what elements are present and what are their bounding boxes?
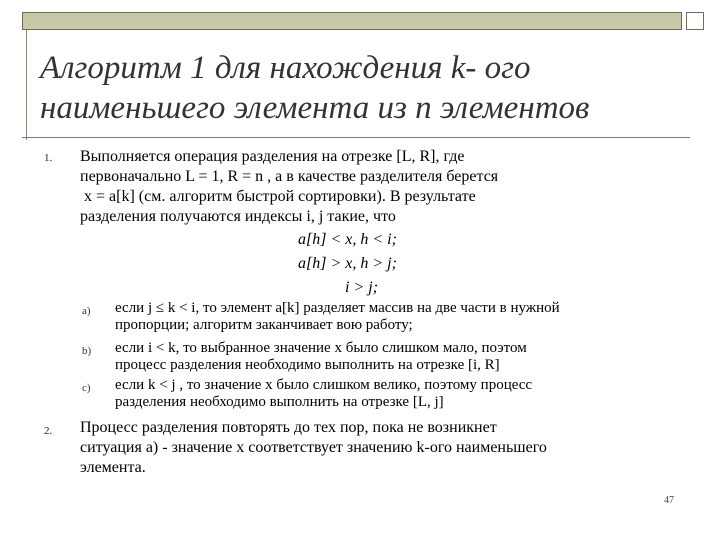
list-number-1: 1. [44, 152, 53, 164]
subitem-c [115, 377, 685, 411]
subitem-c-line-1: если k < j , то значение x было слишком велико, поэтому процесс [115, 377, 533, 393]
item-1-line-3: x = a[k] (см. алгоритм быстрой сортировки). В результате [84, 188, 476, 205]
decorative-top-bar [22, 12, 682, 30]
condition-1: a[h] < x, h < i; [298, 231, 397, 248]
list-number-2: 2. [44, 425, 53, 437]
subitem-letter-c: c) [82, 382, 91, 394]
title-line-2: наименьшего элемента из n элементов [40, 90, 590, 126]
item-2-line-1: Процесс разделения повторять до тех пор, пока не возникнет [80, 419, 497, 436]
item-1-line-1: Выполняется операция разделения на отрезке [L, R], где [80, 148, 465, 165]
page-number: 47 [664, 495, 674, 506]
decorative-vertical-line [26, 30, 27, 140]
subitem-c-line-2: разделения необходимо выполнить на отрезке [L, j] [115, 394, 444, 410]
subitem-b-line-2: процесс разделения необходимо выполнить на отрезке [i, R] [115, 357, 500, 373]
subitem-letter-b: b) [82, 345, 92, 357]
item-1-line-4: разделения получаются индексы i, j такие, что [80, 208, 396, 225]
condition-3: i > j; [345, 279, 379, 296]
item-2-line-2: ситуация а) - значение x соответствует значению k-ого наименьшего [80, 439, 547, 456]
subitem-b [115, 340, 685, 374]
decorative-top-square [686, 12, 704, 30]
list-item-2 [80, 418, 680, 478]
title-divider [22, 137, 690, 138]
title-line-1: Алгоритм 1 для нахождения k- ого [40, 50, 531, 86]
subitem-a-line-2: пропорции; алгоритм заканчивает вою работу; [115, 317, 413, 333]
list-item-1 [80, 147, 680, 227]
subitem-b-line-1: если i < k, то выбранное значение x было слишком мало, поэтом [115, 340, 527, 356]
subitem-letter-a: a) [82, 305, 91, 317]
condition-2: a[h] > x, h > j; [298, 255, 397, 272]
slide-title [40, 48, 700, 128]
subitem-a-line-1: если j ≤ k < i, то элемент a[k] разделяет массив на две части в нужной [115, 300, 560, 316]
item-1-line-2: первоначально L = 1, R = n , а в качестве разделителя берется [80, 168, 499, 185]
item-2-line-3: элемента. [80, 459, 146, 476]
subitem-a [115, 300, 685, 334]
